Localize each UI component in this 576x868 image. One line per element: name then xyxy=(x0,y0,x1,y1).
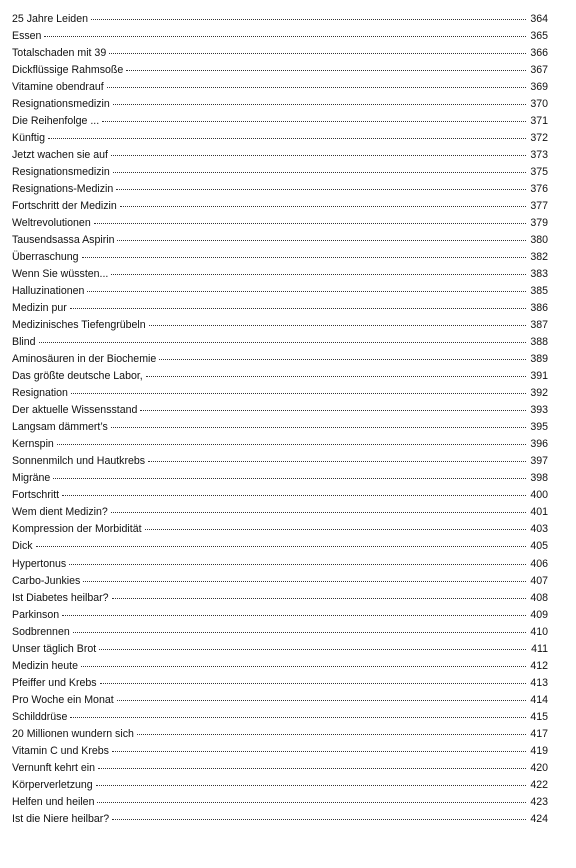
dot-leader xyxy=(53,468,526,479)
toc-entry-page-number: 365 xyxy=(530,30,548,43)
dot-leader xyxy=(70,298,526,309)
toc-entry-title: Schilddrüse xyxy=(12,710,68,723)
toc-entry-page-number: 397 xyxy=(530,455,548,468)
toc-entry-page-number: 420 xyxy=(530,761,548,774)
dot-leader xyxy=(36,536,526,547)
dot-leader xyxy=(109,43,526,54)
toc-entry-title: Migräne xyxy=(12,472,51,485)
toc-entry-title: Dickflüssige Rahmsoße xyxy=(12,64,124,77)
toc-entry-title: Das größte deutsche Labor, xyxy=(12,370,143,383)
dot-leader xyxy=(99,639,526,650)
toc-entry-page-number: 392 xyxy=(530,387,548,400)
dot-leader xyxy=(107,77,526,88)
toc-entry-page-number: 395 xyxy=(530,421,548,434)
toc-entry-page-number: 401 xyxy=(530,506,548,519)
toc-entry-page-number: 410 xyxy=(530,625,548,638)
toc-entry-title: Helfen und heilen xyxy=(12,795,95,808)
toc-entry-page-number: 376 xyxy=(530,183,548,196)
dot-leader xyxy=(120,196,526,207)
toc-entry-title: Sodbrennen xyxy=(12,625,70,638)
toc-entry-title: Blind xyxy=(12,336,36,349)
dot-leader xyxy=(146,366,526,377)
dot-leader xyxy=(111,145,526,156)
toc-entry-title: Überraschung xyxy=(12,251,79,264)
toc-entry-title: 25 Jahre Leiden xyxy=(12,13,88,25)
dot-leader xyxy=(98,758,526,769)
dot-leader xyxy=(117,230,526,241)
dot-leader xyxy=(149,315,526,326)
toc-entry-page-number: 372 xyxy=(530,132,548,145)
toc-entry-page-number: 409 xyxy=(530,608,548,621)
dot-leader xyxy=(62,485,526,496)
toc-entry-title: Medizin pur xyxy=(12,302,67,315)
toc-entry-page-number: 400 xyxy=(530,489,548,502)
dot-leader xyxy=(102,111,526,122)
toc-entry-page-number: 385 xyxy=(530,285,548,298)
toc-entry-title: Parkinson xyxy=(12,608,60,621)
dot-leader xyxy=(111,502,526,513)
toc-entry-page-number: 366 xyxy=(530,47,548,60)
toc-entry-page-number: 422 xyxy=(530,778,548,791)
dot-leader xyxy=(82,247,526,258)
dot-leader xyxy=(117,690,526,701)
dot-leader xyxy=(112,809,526,820)
dot-leader xyxy=(39,332,526,343)
toc-entry-title: Sonnenmilch und Hautkrebs xyxy=(12,455,146,468)
dot-leader xyxy=(116,179,526,190)
toc-entry-title: Ist die Niere heilbar? xyxy=(12,812,110,825)
dot-leader xyxy=(71,383,526,394)
toc-entry-title: Weltrevolutionen xyxy=(12,217,91,230)
toc-entry-page-number: 371 xyxy=(530,115,548,128)
toc-entry-title: Essen xyxy=(12,30,42,43)
toc-entry-page-number: 370 xyxy=(530,98,548,111)
toc-entry-page-number: 405 xyxy=(530,540,548,553)
toc-entry-page-number: 398 xyxy=(530,472,548,485)
dot-leader xyxy=(69,554,526,565)
toc-entry-title: Fortschritt xyxy=(12,489,60,502)
toc-entry-title: Resignationsmedizin xyxy=(12,166,110,179)
toc-entry-page-number: 424 xyxy=(530,812,548,825)
dot-leader xyxy=(100,673,526,684)
toc-entry-title: Totalschaden mit 39 xyxy=(12,47,107,60)
toc-entry-page-number: 387 xyxy=(530,319,548,332)
toc-entry-title: Vitamine obendrauf xyxy=(12,81,104,94)
toc-entry-title: Langsam dämmert’s xyxy=(12,421,108,434)
toc-entry-title: Resignationsmedizin xyxy=(12,98,110,111)
toc-entry-title: Körperverletzung xyxy=(12,778,93,791)
toc-entry-page-number: 412 xyxy=(530,659,548,672)
dot-leader xyxy=(96,775,526,786)
toc-entry-page-number: 417 xyxy=(530,727,548,740)
dot-leader xyxy=(73,622,526,633)
dot-leader xyxy=(97,792,526,803)
toc-entry-page-number: 396 xyxy=(530,438,548,451)
toc-entry-page-number: 413 xyxy=(530,676,548,689)
toc-entry-title: 20 Millionen wundern sich xyxy=(12,727,134,740)
toc-entry-page-number: 369 xyxy=(530,81,548,94)
dot-leader xyxy=(145,519,526,530)
toc-entry-page-number: 383 xyxy=(530,268,548,281)
dot-leader xyxy=(70,707,526,718)
toc-entry-page-number: 414 xyxy=(530,693,548,706)
toc-entry-page-number: 389 xyxy=(530,353,548,366)
toc-entry-title: Medizinisches Tiefengrübeln xyxy=(12,319,146,332)
toc-entry-page-number: 423 xyxy=(530,795,548,808)
toc-entry-title: Resignation xyxy=(12,387,68,400)
dot-leader xyxy=(94,213,526,224)
toc-entry-title: Kompression der Morbidität xyxy=(12,523,142,536)
dot-leader xyxy=(111,417,526,428)
toc-entry-title: Wenn Sie wüssten... xyxy=(12,268,109,281)
dot-leader xyxy=(62,605,526,616)
toc-entry-page-number: 380 xyxy=(530,234,548,247)
dot-leader xyxy=(112,588,526,599)
toc-entry-page-number: 406 xyxy=(530,557,548,570)
toc-entry-title: Unser täglich Brot xyxy=(12,642,97,655)
toc-entry-page-number: 373 xyxy=(530,149,548,162)
dot-leader xyxy=(140,400,526,411)
dot-leader xyxy=(113,94,526,105)
toc-entry-title: Vitamin C und Krebs xyxy=(12,744,109,757)
dot-leader xyxy=(126,60,526,71)
toc-entry-title: Hypertonus xyxy=(12,557,67,570)
toc-entry-page-number: 411 xyxy=(531,642,548,655)
toc-entry-title: Die Reihenfolge ... xyxy=(12,115,100,128)
toc-entry-title: Tausendsassa Aspirin xyxy=(12,234,115,247)
toc-entry-page-number: 375 xyxy=(530,166,548,179)
dot-leader xyxy=(44,26,526,37)
toc-entry-page-number: 379 xyxy=(530,217,548,230)
dot-leader xyxy=(91,9,526,20)
toc-entry-page-number: 367 xyxy=(530,64,548,77)
toc-entry-title: Carbo-Junkies xyxy=(12,574,81,587)
toc-entry-title: Fortschritt der Medizin xyxy=(12,200,117,213)
toc-entry-title: Resignations-Medizin xyxy=(12,183,114,196)
toc-entry-title: Künftig xyxy=(12,132,45,145)
toc-entry-page-number: 388 xyxy=(530,336,548,349)
toc-entry-title: Ist Diabetes heilbar? xyxy=(12,591,109,604)
table-of-contents xyxy=(12,11,548,828)
toc-entry-title: Halluzinationen xyxy=(12,285,85,298)
toc-entry-title: Aminosäuren in der Biochemie xyxy=(12,353,157,366)
dot-leader xyxy=(48,128,526,139)
toc-entry-title: Wem dient Medizin? xyxy=(12,506,108,519)
dot-leader xyxy=(137,724,526,735)
toc-entry-title: Vernunft kehrt ein xyxy=(12,761,96,774)
dot-leader xyxy=(111,264,526,275)
toc-entry-page-number: 364 xyxy=(530,13,548,25)
dot-leader xyxy=(83,571,526,582)
toc-entry-page-number: 393 xyxy=(530,404,548,417)
dot-leader xyxy=(112,741,526,752)
toc-entry-page-number: 382 xyxy=(530,251,548,264)
dot-leader xyxy=(113,162,526,173)
toc-entry-title: Medizin heute xyxy=(12,659,78,672)
toc-entry-page-number: 415 xyxy=(530,710,548,723)
toc-entry-page-number: 408 xyxy=(530,591,548,604)
toc-entry-page-number: 419 xyxy=(530,744,548,757)
toc-entry xyxy=(12,811,548,828)
dot-leader xyxy=(87,281,526,292)
toc-entry-title: Pro Woche ein Monat xyxy=(12,693,114,706)
toc-entry-title: Dick xyxy=(12,540,33,553)
dot-leader xyxy=(159,349,526,360)
dot-leader xyxy=(81,656,526,667)
toc-entry-title: Der aktuelle Wissensstand xyxy=(12,404,138,417)
toc-entry-page-number: 403 xyxy=(530,523,548,536)
toc-entry-title: Jetzt wachen sie auf xyxy=(12,149,108,162)
toc-entry-page-number: 386 xyxy=(530,302,548,315)
toc-entry-title: Pfeiffer und Krebs xyxy=(12,676,97,689)
toc-entry-title: Kernspin xyxy=(12,438,54,451)
toc-entry-page-number: 407 xyxy=(530,574,548,587)
dot-leader xyxy=(57,434,526,445)
toc-entry-page-number: 391 xyxy=(530,370,548,383)
dot-leader xyxy=(148,451,526,462)
toc-entry-page-number: 377 xyxy=(530,200,548,213)
